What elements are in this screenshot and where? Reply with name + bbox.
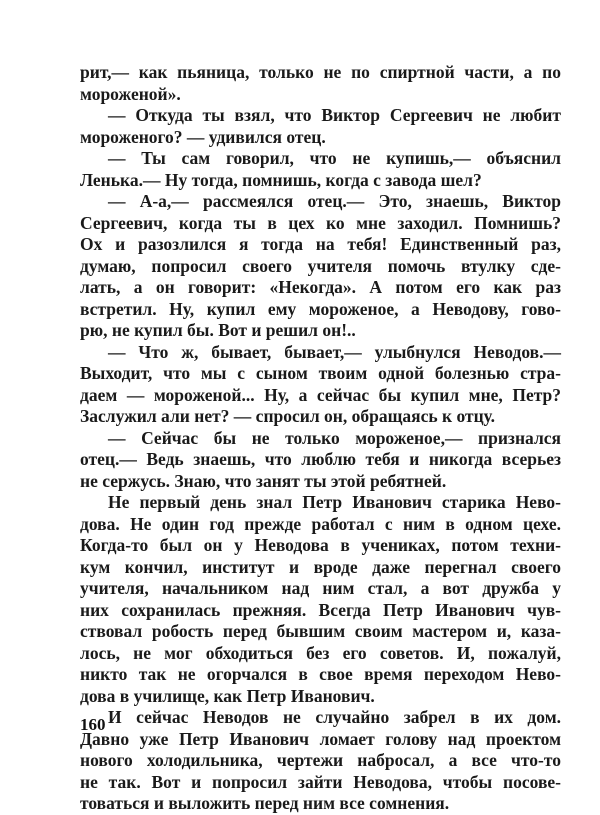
text-line: отец.— Ведь знаешь, что люблю тебя и никогда всерьез <box>80 449 561 469</box>
text-line: товаться и выложить перед ним все сомнения. <box>80 793 450 813</box>
text-line: ствовал робость перед бывшим своим мастером и, каза- <box>80 621 561 641</box>
text-line: — Ты сам говорил, что не купишь,— объяснил <box>108 148 561 168</box>
text-line: — Что ж, бывает, бывает,— улыбнулся Неводов.— <box>108 341 561 362</box>
text-line: лать, а он говорит: «Некогда». А потом его как раз <box>80 277 561 297</box>
text-line: — Сейчас бы не только мороженое,— признался <box>108 427 561 448</box>
text-line: рит,— как пьяница, только не по спиртной части, а по <box>80 62 561 82</box>
text-line: даем — мороженой... Ну, а сейчас бы купил мне, Петр? <box>80 384 561 405</box>
text-line: не так. Вот и попросил зайти Неводова, чтобы посове- <box>80 771 561 792</box>
text-line: думаю, попросил своего учителя помочь втулку сде- <box>80 255 561 276</box>
text-line: Ленька.— Ну тогда, помнишь, когда с завода шел? <box>80 169 482 190</box>
text-line: Сергеевич, когда ты в цех ко мне заходил. Помнишь? <box>80 212 561 233</box>
text-line: учителя, начальником над ним стал, а вот дружба у <box>80 578 561 598</box>
text-line: рю, не купил бы. Вот и решил он!.. <box>80 320 356 340</box>
text-line: нового холодильника, чертежи набросал, а все что-то <box>80 750 561 770</box>
page-number: 160 <box>80 715 106 734</box>
text-line: мороженой». <box>80 83 181 104</box>
text-line: — А-а,— рассмеялся отец.— Это, знаешь, Виктор <box>108 191 561 211</box>
text-line: дова в училище, как Петр Иванович. <box>80 685 375 706</box>
text-line: Когда-то был он у Неводова в учениках, потом техни- <box>80 535 561 555</box>
text-line: дова. Не один год прежде работал с ним в одном цехе. <box>80 513 561 534</box>
text-line: Не первый день знал Петр Иванович старика Нево- <box>108 492 561 512</box>
text-line: никто так не огорчался в свое время переходом Нево- <box>80 664 561 684</box>
text-line: мороженого? — удивился отец. <box>80 126 326 147</box>
text-line: Заслужил али нет? — спросил он, обращаясь к отцу. <box>80 406 496 426</box>
text-line: кум кончил, институт и вроде даже перегнал своего <box>80 556 561 577</box>
text-line: лось, не мог обходиться без его советов. И, пожалуй, <box>80 642 561 663</box>
text-line: — Откуда ты взял, что Виктор Сергеевич не любит <box>108 105 561 125</box>
text-line: не сержусь. Знаю, что занят ты этой ребятней. <box>80 470 447 491</box>
text-line: встретил. Ну, купил ему мороженое, а Неводову, гово- <box>80 298 561 319</box>
text-line: Ох и разозлился я тогда на тебя! Единственный раз, <box>80 234 561 254</box>
text-line: них сохранилась прежняя. Всегда Петр Иванович чув- <box>80 599 561 620</box>
text-line: И сейчас Неводов не случайно забрел в их дом. <box>108 707 561 727</box>
text-line: Выходит, что мы с сыном твоим одной болезнью стра- <box>80 363 561 383</box>
text-line: Давно уже Петр Иванович ломает голову над проектом <box>80 728 561 749</box>
page-body-text <box>80 62 561 815</box>
